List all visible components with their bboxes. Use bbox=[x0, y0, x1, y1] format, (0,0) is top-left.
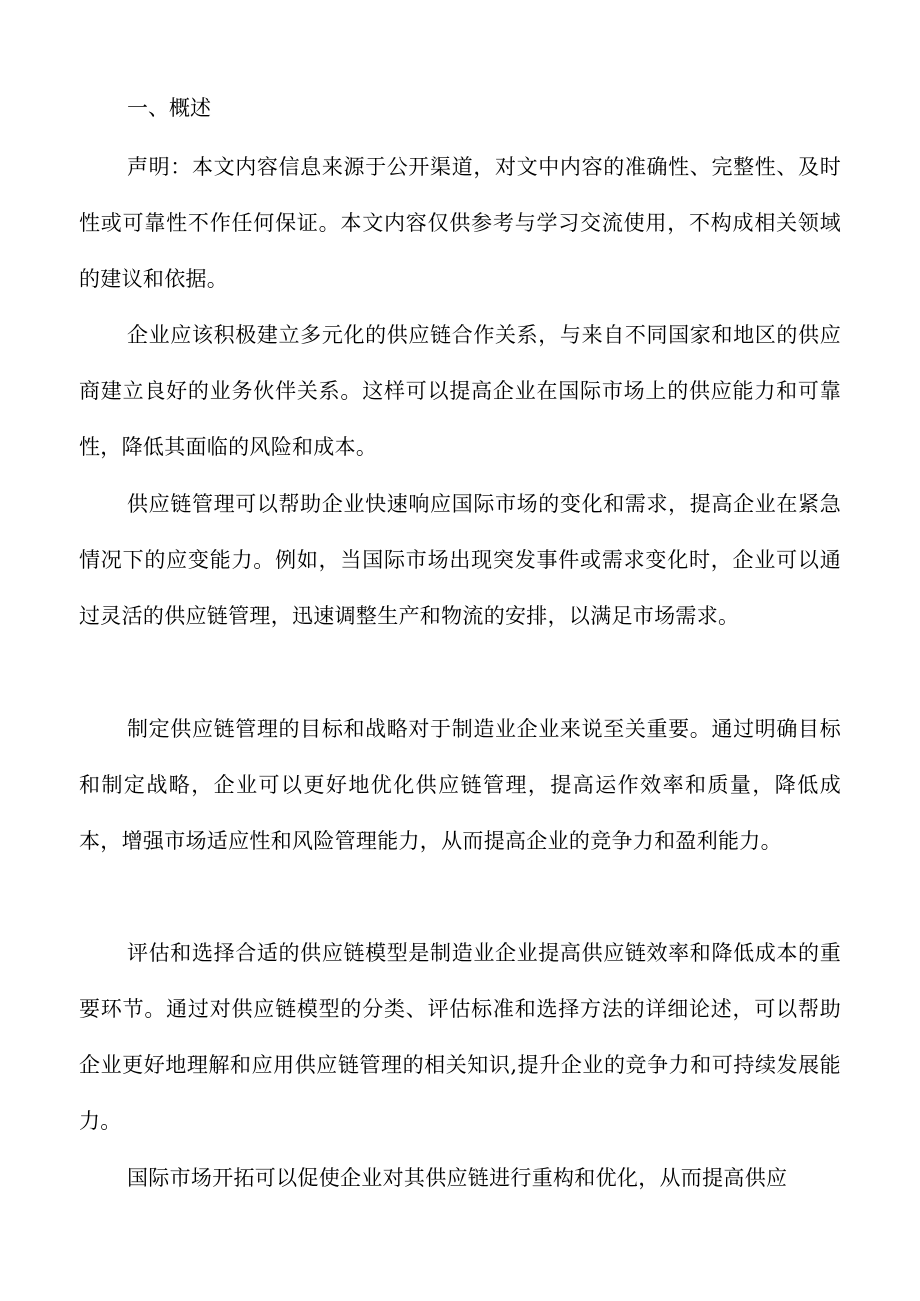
section-heading: 一、概述 bbox=[127, 96, 211, 120]
paragraph-market-expansion: 国际市场开拓可以促使企业对其供应链进行重构和优化，从而提高供应 bbox=[127, 1166, 788, 1190]
paragraph-supplier-relations: 企业应该积极建立多元化的供应链合作关系，与来自不同国家和地区的供应商建立良好的业务伙伴关系。这样可以提高企业在国际市场上的供应能力和可靠性，降低其面临的风险和成本。 bbox=[79, 323, 841, 459]
paragraph-market-response: 供应链管理可以帮助企业快速响应国际市场的变化和需求，提高企业在紧急情况下的应变能力。例如，当国际市场出现突发事件或需求变化时，企业可以通过灵活的供应链管理，迅速调整生产和物流的安排，以满足市场需求。 bbox=[79, 492, 841, 628]
paragraph-supply-chain-model: 评估和选择合适的供应链模型是制造业企业提高供应链效率和降低成本的重要环节。通过对供应链模型的分类、评估标准和选择方法的详细论述，可以帮助企业更好地理解和应用供应链管理的相关知识,提升企业的竞争力和可持续发展能力。 bbox=[79, 941, 841, 1133]
paragraph-goals-strategy: 制定供应链管理的目标和战略对于制造业企业来说至关重要。通过明确目标和制定战略，企业可以更好地优化供应链管理，提高运作效率和质量，降低成本，增强市场适应性和风险管理能力，从而提高企业的竞争力和盈利能力。 bbox=[79, 717, 841, 853]
paragraph-disclaimer: 声明：本文内容信息来源于公开渠道，对文中内容的准确性、完整性、及时性或可靠性不作任何保证。本文内容仅供参考与学习交流使用，不构成相关领域的建议和依据。 bbox=[79, 155, 841, 291]
